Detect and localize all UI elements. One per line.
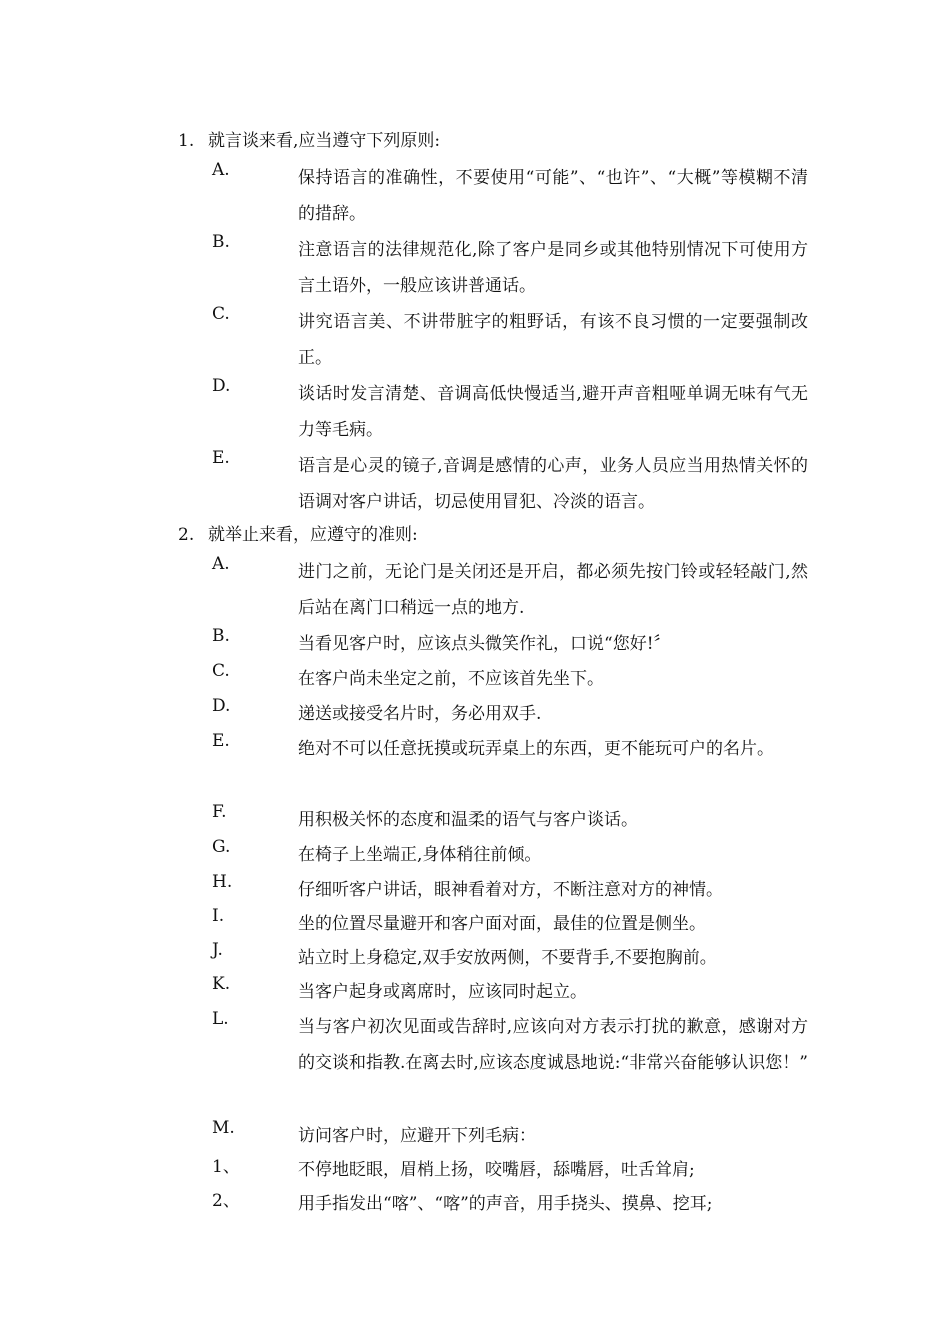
item-text: 讲究语言美、不讲带脏字的粗野话，有该不良习惯的一定要强制改正。	[298, 312, 808, 368]
section-title: 就举止来看，应遵守的准则:	[208, 525, 418, 545]
item-marker: 1、	[212, 1157, 240, 1177]
item-marker: 2、	[212, 1191, 240, 1211]
section-heading	[178, 126, 440, 151]
section-heading	[178, 520, 418, 545]
item-text: 当看见客户时，应该点头微笑作礼，口说“您好!〞	[298, 634, 671, 654]
section-number: 1.	[178, 131, 195, 151]
item-text: 坐的位置尽量避开和客户面对面，最佳的位置是侧坐。	[298, 914, 706, 934]
item-marker: B.	[212, 626, 230, 646]
item-text: 注意语言的法律规范化,除了客户是同乡或其他特别情况下可使用方言土语外，一般应该讲普通话。	[298, 240, 808, 296]
item-text: 当客户起身或离席时，应该同时起立。	[298, 982, 587, 1002]
item-marker: A.	[212, 160, 230, 180]
item-marker: H.	[212, 872, 233, 892]
item-text: 保持语言的准确性，不要使用“可能”、“也许”、“大概”等模糊不清的措辞。	[298, 168, 808, 224]
item-marker: C.	[212, 661, 230, 681]
item-text: 站立时上身稳定,双手安放两侧，不要背手,不要抱胸前。	[298, 948, 717, 968]
item-text: 仔细听客户讲话，眼神看着对方，不断注意对方的神情。	[298, 880, 723, 900]
item-marker: A.	[212, 554, 230, 574]
item-marker: L.	[212, 1009, 229, 1029]
item-marker: K.	[212, 974, 231, 994]
item-marker: I.	[212, 906, 225, 926]
item-marker: E.	[212, 731, 230, 751]
item-text: 在客户尚未坐定之前，不应该首先坐下。	[298, 669, 604, 689]
item-marker: D.	[212, 696, 231, 716]
item-text: 谈话时发言清楚、音调高低快慢适当,避开声音粗哑单调无味有气无力等毛病。	[298, 384, 808, 440]
item-marker: F.	[212, 802, 227, 822]
item-marker: G.	[212, 837, 231, 857]
section-title: 就言谈来看,应当遵守下列原则:	[208, 131, 441, 151]
item-text: 用手指发出“喀”、“喀”的声音，用手挠头、摸鼻、挖耳;	[298, 1194, 713, 1214]
item-text: 在椅子上坐端正,身体稍往前倾。	[298, 845, 542, 865]
item-text: 不停地眨眼，眉梢上扬，咬嘴唇，舔嘴唇，吐舌耸肩;	[298, 1160, 695, 1180]
item-text: 绝对不可以任意抚摸或玩弄桌上的东西，更不能玩可户的名片。	[298, 739, 774, 759]
item-marker: D.	[212, 376, 231, 396]
item-text: 递送或接受名片时，务必用双手.	[298, 704, 542, 724]
item-text: 用积极关怀的态度和温柔的语气与客户谈话。	[298, 810, 638, 830]
item-text: 访问客户时，应避开下列毛病：	[298, 1126, 536, 1146]
item-marker: B.	[212, 232, 230, 252]
item-marker: J.	[212, 940, 223, 960]
item-text: 语言是心灵的镜子,音调是感情的心声，业务人员应当用热情关怀的语调对客户讲话，切忌使用冒犯、冷淡的语言。	[298, 456, 808, 512]
item-text: 当与客户初次见面或告辞时,应该向对方表示打扰的歉意，感谢对方的交谈和指教.在离去时,应该态度诚恳地说:“非常兴奋能够认识您！”	[298, 1017, 808, 1073]
item-marker: C.	[212, 304, 230, 324]
item-marker: M.	[212, 1118, 235, 1138]
section-number: 2.	[178, 525, 195, 545]
item-text: 进门之前，无论门是关闭还是开启，都必须先按门铃或轻轻敲门,然后站在离门口稍远一点的地方.	[298, 562, 808, 618]
item-marker: E.	[212, 448, 230, 468]
